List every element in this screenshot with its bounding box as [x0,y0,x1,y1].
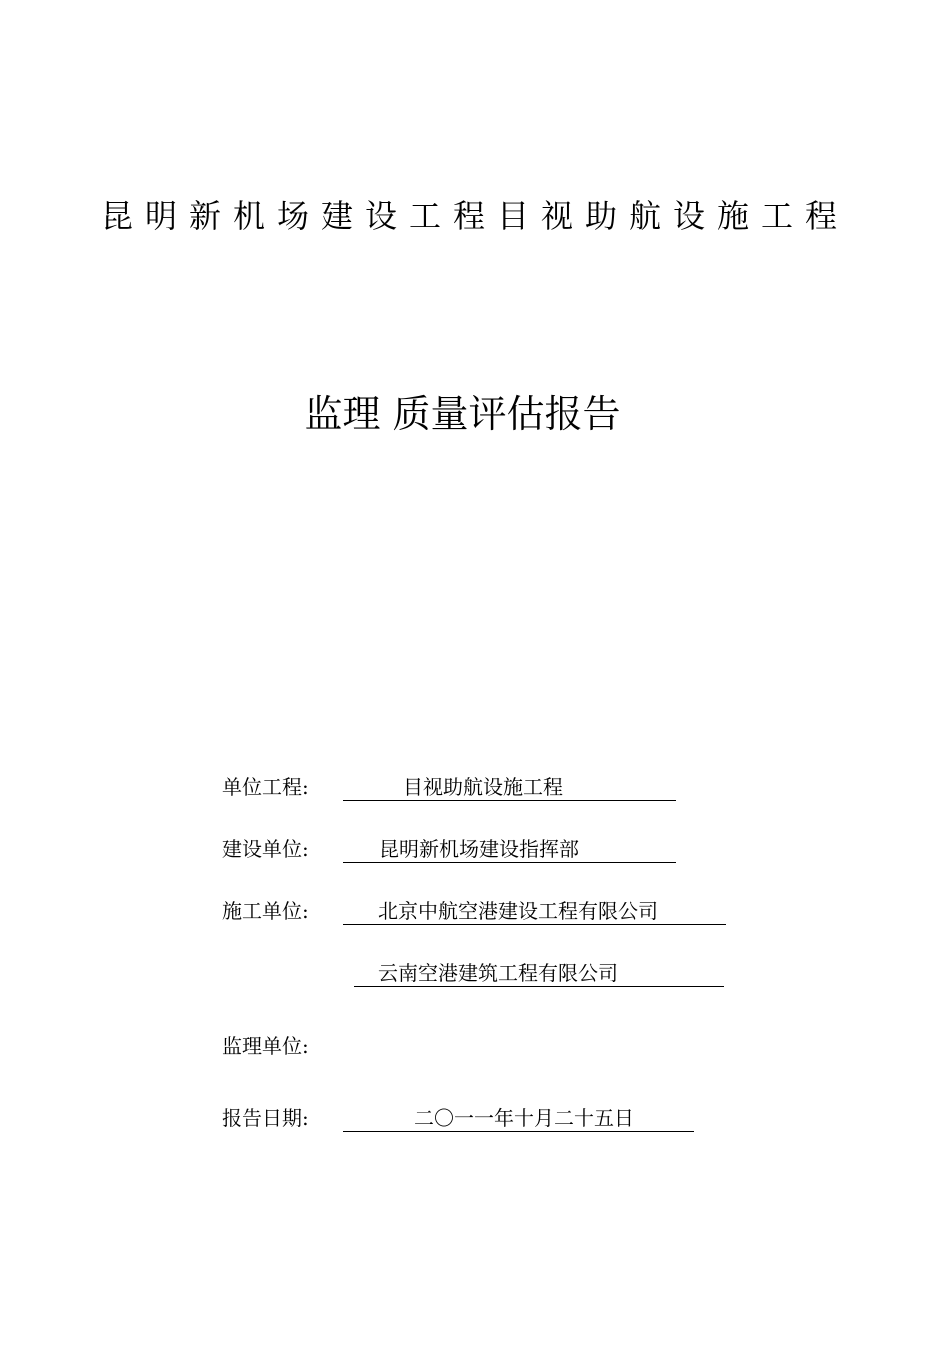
report-date-value: 二〇一一年十月二十五日 [414,1106,634,1130]
construction-unit-value-line [343,834,676,863]
construction-unit-label: 建设单位: [222,837,309,861]
unit-project-value-line [343,772,676,801]
unit-project-label: 单位工程: [222,775,309,799]
builder-unit-value: 北京中航空港建设工程有限公司 [378,899,658,923]
project-title: 昆明新机场建设工程目视助航设施工程 [100,197,849,235]
report-date-label: 报告日期: [222,1106,309,1130]
builder-unit-2-value-line [354,958,724,987]
builder-unit-label: 施工单位: [222,899,309,923]
supervisor-unit-label: 监理单位: [222,1034,309,1058]
construction-unit-value: 昆明新机场建设指挥部 [379,837,579,861]
report-date-value-line [343,1103,694,1132]
builder-unit-value-line [343,896,726,925]
unit-project-value: 目视助航设施工程 [403,775,563,799]
builder-unit-2-value: 云南空港建筑工程有限公司 [378,961,618,985]
report-title: 监理 质量评估报告 [304,392,621,436]
